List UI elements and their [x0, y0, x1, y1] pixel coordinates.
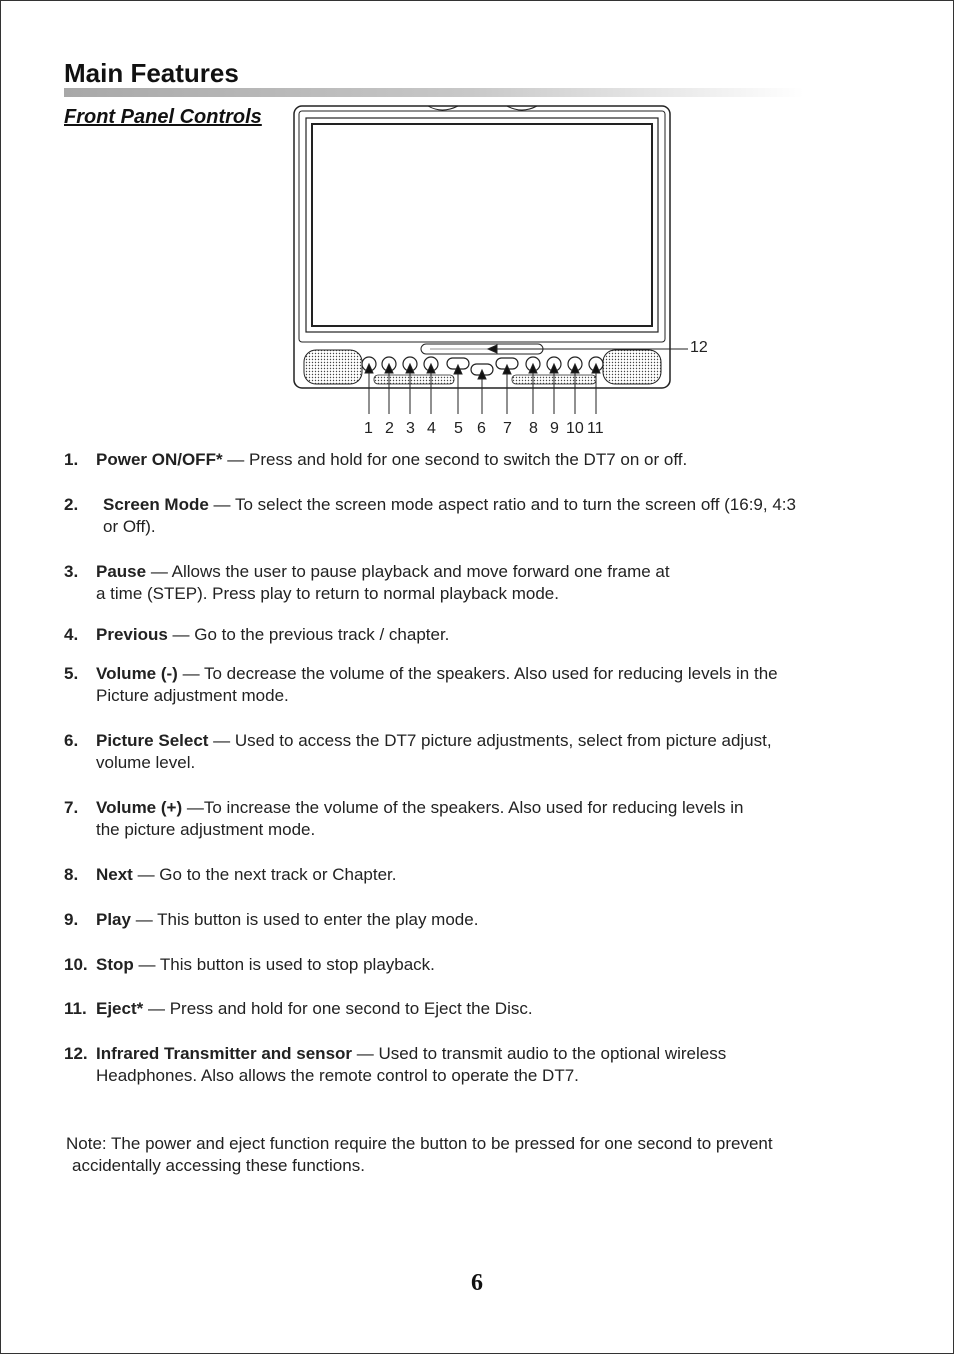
item-name: Play — [96, 910, 131, 929]
page-title: Main Features — [64, 58, 239, 88]
front-panel-diagram — [290, 100, 720, 445]
front-panel-illustration — [290, 100, 720, 445]
item-number: 1. — [64, 450, 79, 469]
item-name: Stop — [96, 955, 134, 974]
item-number: 7. — [64, 798, 79, 817]
item-text: — To decrease the volume of the speakers. Also used for reducing levels in the — [177, 664, 778, 683]
list-item — [64, 730, 894, 774]
speaker-right — [603, 350, 661, 384]
screen — [312, 124, 652, 326]
item-name: Eject* — [96, 999, 144, 1018]
item-number: 2. — [64, 495, 79, 514]
item-text: — To select the screen mode aspect ratio and to turn the screen off (16:9, 4:3 — [208, 495, 796, 514]
callout-label-3: 3 — [406, 420, 415, 437]
grille-left — [374, 375, 454, 384]
list-item — [64, 864, 894, 886]
list-item — [64, 909, 894, 931]
callout-label-11: 11 — [587, 420, 604, 437]
item-text: — This button is used to stop playback. — [133, 955, 435, 974]
section-subtitle: Front Panel Controls — [64, 106, 262, 128]
title-underline-bar — [64, 88, 804, 97]
item-number: 9. — [64, 910, 79, 929]
item-number: 10. — [64, 955, 88, 974]
item-number: 12. — [64, 1044, 88, 1063]
item-number: 11. — [64, 999, 87, 1018]
list-item — [64, 624, 894, 646]
list-item — [64, 1043, 894, 1087]
item-text: —To increase the volume of the speakers. Also used for reducing levels in — [182, 798, 744, 817]
item-text: — Used to access the DT7 picture adjustments, select from picture adjust, — [208, 731, 772, 750]
item-number: 5. — [64, 664, 79, 683]
item-text: — Press and hold for one second to switch the DT7 on or off. — [222, 450, 688, 469]
callout-label-5: 5 — [454, 420, 463, 437]
item-number: 8. — [64, 865, 79, 884]
item-text: — Go to the previous track / chapter. — [167, 625, 450, 644]
item-text-line2: or Off). — [103, 517, 156, 536]
item-name: Screen Mode — [103, 495, 209, 514]
item-name: Pause — [96, 562, 147, 581]
list-item — [64, 494, 894, 538]
list-item — [64, 797, 894, 841]
item-text-line2: Headphones. Also allows the remote control to operate the DT7. — [96, 1066, 579, 1085]
item-text: — Used to transmit audio to the optional wireless — [352, 1044, 727, 1063]
item-number: 4. — [64, 625, 79, 644]
list-item — [64, 663, 894, 707]
note-line-2: accidentally accessing these functions. — [72, 1156, 365, 1175]
callout-label-1: 1 — [364, 420, 373, 437]
item-text-line2: volume level. — [96, 753, 196, 772]
speaker-left — [304, 350, 362, 384]
item-text: — Allows the user to pause playback and move forward one frame at — [146, 562, 670, 581]
callout-label-12: 12 — [690, 339, 708, 356]
item-text: — Go to the next track or Chapter. — [132, 865, 397, 884]
item-name: Next — [96, 865, 133, 884]
item-name: Power ON/OFF* — [96, 450, 223, 469]
item-number: 3. — [64, 562, 79, 581]
item-text-line2: a time (STEP). Press play to return to normal playback mode. — [96, 584, 559, 603]
callout-label-2: 2 — [385, 420, 394, 437]
list-item — [64, 954, 894, 976]
callout-label-4: 4 — [427, 420, 436, 437]
item-text: — This button is used to enter the play mode. — [130, 910, 479, 929]
list-item — [64, 998, 894, 1020]
callout-label-6: 6 — [477, 420, 486, 437]
item-name: Volume (+) — [96, 798, 183, 817]
page-number: 6 — [471, 1270, 483, 1296]
item-number: 6. — [64, 731, 79, 750]
item-name: Volume (-) — [96, 664, 178, 683]
item-name: Picture Select — [96, 731, 209, 750]
item-text-line2: Picture adjustment mode. — [96, 686, 289, 705]
callout-label-7: 7 — [503, 420, 512, 437]
item-text-line2: the picture adjustment mode. — [96, 820, 316, 839]
item-name: Previous — [96, 625, 168, 644]
note — [66, 1133, 906, 1177]
item-name: Infrared Transmitter and sensor — [96, 1044, 353, 1063]
item-text: — Press and hold for one second to Eject the Disc. — [143, 999, 533, 1018]
callout-label-8: 8 — [529, 420, 538, 437]
list-item — [64, 561, 894, 605]
callout-label-10: 10 — [566, 420, 584, 437]
note-line-1: Note: The power and eject function require the button to be pressed for one second to prevent — [66, 1134, 773, 1153]
callout-label-9: 9 — [550, 420, 559, 437]
list-item — [64, 449, 894, 471]
